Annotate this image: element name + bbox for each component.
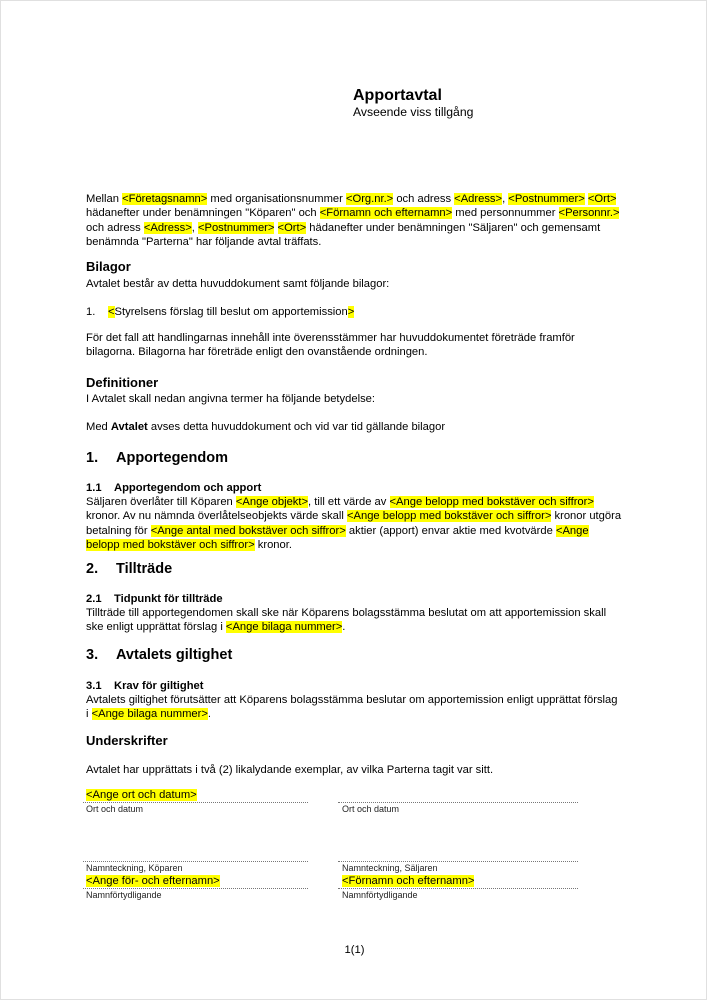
intro-paragraph [86, 192, 623, 249]
placeholder-highlight: <Ange bilaga nummer> [225, 621, 343, 634]
ort-och-datum-label-right: Ort och datum [342, 804, 400, 814]
placeholder-highlight: <Postnummer> [197, 221, 275, 234]
name-label-buyer: Namnförtydligande [86, 890, 162, 900]
list-item-text [108, 305, 354, 319]
list-item-number: 1. [86, 306, 96, 318]
sign-label-seller: Namnteckning, Säljaren [342, 863, 438, 873]
text-segment: . [342, 621, 346, 634]
text-segment: och adress [86, 221, 144, 234]
section-3-body [86, 693, 623, 722]
text-segment: hädanefter under benämningen "Säljaren" och gemensamt benämnda "Parterna" har följande avtal träffats. [86, 221, 601, 248]
placeholder-highlight: <Ort> [587, 193, 617, 205]
underskrifter-lead: Avtalet har upprättats i två (2) likalydande exemplar, av vilka Parterna tagit var sitt. [86, 764, 494, 776]
page-number: 1(1) [344, 944, 365, 956]
name-label-seller: Namnförtydligande [342, 890, 418, 900]
bilagor-lead: Avtalet består av detta huvuddokument samt följande bilagor: [86, 278, 390, 290]
bilagor-list-item [86, 305, 623, 319]
signature-line [83, 861, 308, 862]
definition-paragraph [86, 420, 623, 434]
text-segment: , [191, 221, 198, 234]
section-1-heading [86, 449, 623, 467]
definitioner-lead: I Avtalet skall nedan angivna termer ha följande betydelse: [86, 393, 375, 405]
placeholder-highlight: <Adress> [454, 193, 503, 205]
text-segment: aktier (apport) envar aktie med kvotvärde [345, 524, 556, 537]
sign-label-buyer: Namnteckning, Köparen [86, 863, 183, 873]
placeholder-highlight: <Postnummer> [508, 193, 585, 205]
text-segment: avses detta huvuddokument och vid var tid gällande bilagor [147, 421, 446, 433]
placeholder-highlight: <Adress> [143, 221, 192, 234]
ort-och-datum-label-left: Ort och datum [86, 804, 144, 814]
text-segment: . [207, 708, 212, 721]
signature-line [83, 888, 308, 889]
text-segment: Avtalet [110, 421, 148, 433]
section-2-subheading [86, 592, 623, 606]
section-2-body [86, 606, 623, 635]
section-title: Avtalets giltighet [116, 647, 233, 663]
placeholder-highlight: <Ort> [277, 221, 307, 234]
document-title: Apportavtal [353, 87, 442, 104]
section-3-heading [86, 646, 623, 664]
section-number: 1. [86, 450, 99, 466]
text-segment: Mellan [86, 193, 123, 205]
placeholder-highlight: <Företagsnamn> [122, 193, 208, 205]
name-placeholder-buyer [86, 874, 220, 888]
placeholder-highlight: <Ange för- och efternamn> [86, 875, 220, 887]
subsection-title: Tidpunkt för tillträde [114, 593, 223, 605]
text-segment: Avtalets giltighet förutsätter att Köparens bolagsstämma beslutar om apportemission enligt upprättat förslag i [86, 694, 618, 721]
document-subtitle: Avseende viss tillgång [353, 105, 474, 119]
section-title: Tillträde [116, 561, 173, 577]
placeholder-highlight: <Förnamn och efternamn> [342, 875, 475, 887]
text-segment: kronor. [254, 538, 292, 551]
placeholder-highlight: < [108, 306, 115, 318]
signature-line [338, 888, 578, 889]
section-number: 2. [86, 561, 99, 577]
section-title: Apportegendom [116, 450, 228, 466]
subsection-number: 3.1 [86, 680, 102, 692]
signature-line [338, 861, 578, 862]
placeholder-highlight: <Ange belopp med bokstäver och siffror> [86, 524, 589, 551]
text-segment: hädanefter under benämningen "Köparen" och [86, 207, 320, 220]
heading-definitioner: Definitioner [86, 375, 159, 390]
placeholder-highlight: <Ange objekt> [235, 496, 309, 508]
section-1-subheading [86, 481, 623, 495]
placeholder-highlight: <Personnr.> [558, 207, 620, 220]
ort-och-datum-placeholder [86, 788, 197, 802]
section-2-heading [86, 560, 623, 578]
subsection-number: 1.1 [86, 482, 102, 494]
placeholder-highlight: <Ange ort och datum> [86, 789, 197, 801]
section-number: 3. [86, 647, 99, 663]
text-segment: kronor utgöra betalning för [86, 510, 622, 537]
signature-line [83, 802, 308, 803]
placeholder-highlight: <Förnamn och efternamn> [319, 207, 453, 220]
section-1-body [86, 495, 623, 552]
bilagor-note: För det fall att handlingarnas innehåll inte överensstämmer har huvuddokumentet företräde framför bilagorna. Bilagorna har företräde enligt den ovanstående ordningen. [86, 332, 575, 359]
text-segment: och adress [393, 193, 455, 205]
signature-line [338, 802, 578, 803]
text-segment: Tillträde till apportegendomen skall ske när Köparens bolagsstämma beslutat om att apportemission skall ske enligt upprättat förslag i [86, 607, 607, 634]
placeholder-highlight: <Ange bilaga nummer> [91, 708, 208, 721]
subsection-title: Krav för giltighet [114, 680, 204, 692]
text-segment: med personnummer [452, 207, 559, 220]
text-segment: Säljaren överlåter till Köparen [86, 496, 236, 508]
placeholder-highlight: > [347, 306, 355, 318]
text-segment: med organisationsnummer [207, 193, 346, 205]
text-segment: kronor. Av nu nämnda överlåtelseobjekts värde skall [86, 510, 347, 523]
placeholder-highlight: <Ange antal med bokstäver och siffror> [150, 524, 346, 537]
placeholder-highlight: <Ange belopp med bokstäver och siffror> [389, 496, 594, 508]
subsection-number: 2.1 [86, 593, 102, 605]
text-segment: Styrelsens förslag till beslut om apportemission [114, 306, 348, 318]
text-segment: , till ett värde av [308, 496, 390, 508]
section-3-subheading [86, 679, 623, 693]
heading-bilagor: Bilagor [86, 259, 131, 274]
subsection-title: Apportegendom och apport [114, 482, 262, 494]
name-placeholder-seller [342, 874, 474, 888]
placeholder-highlight: <Ange belopp med bokstäver och siffror> [346, 510, 552, 523]
text-segment: Med [86, 421, 111, 433]
text-segment: , [502, 193, 509, 205]
placeholder-highlight: <Org.nr.> [345, 193, 394, 205]
heading-underskrifter: Underskrifter [86, 733, 168, 748]
